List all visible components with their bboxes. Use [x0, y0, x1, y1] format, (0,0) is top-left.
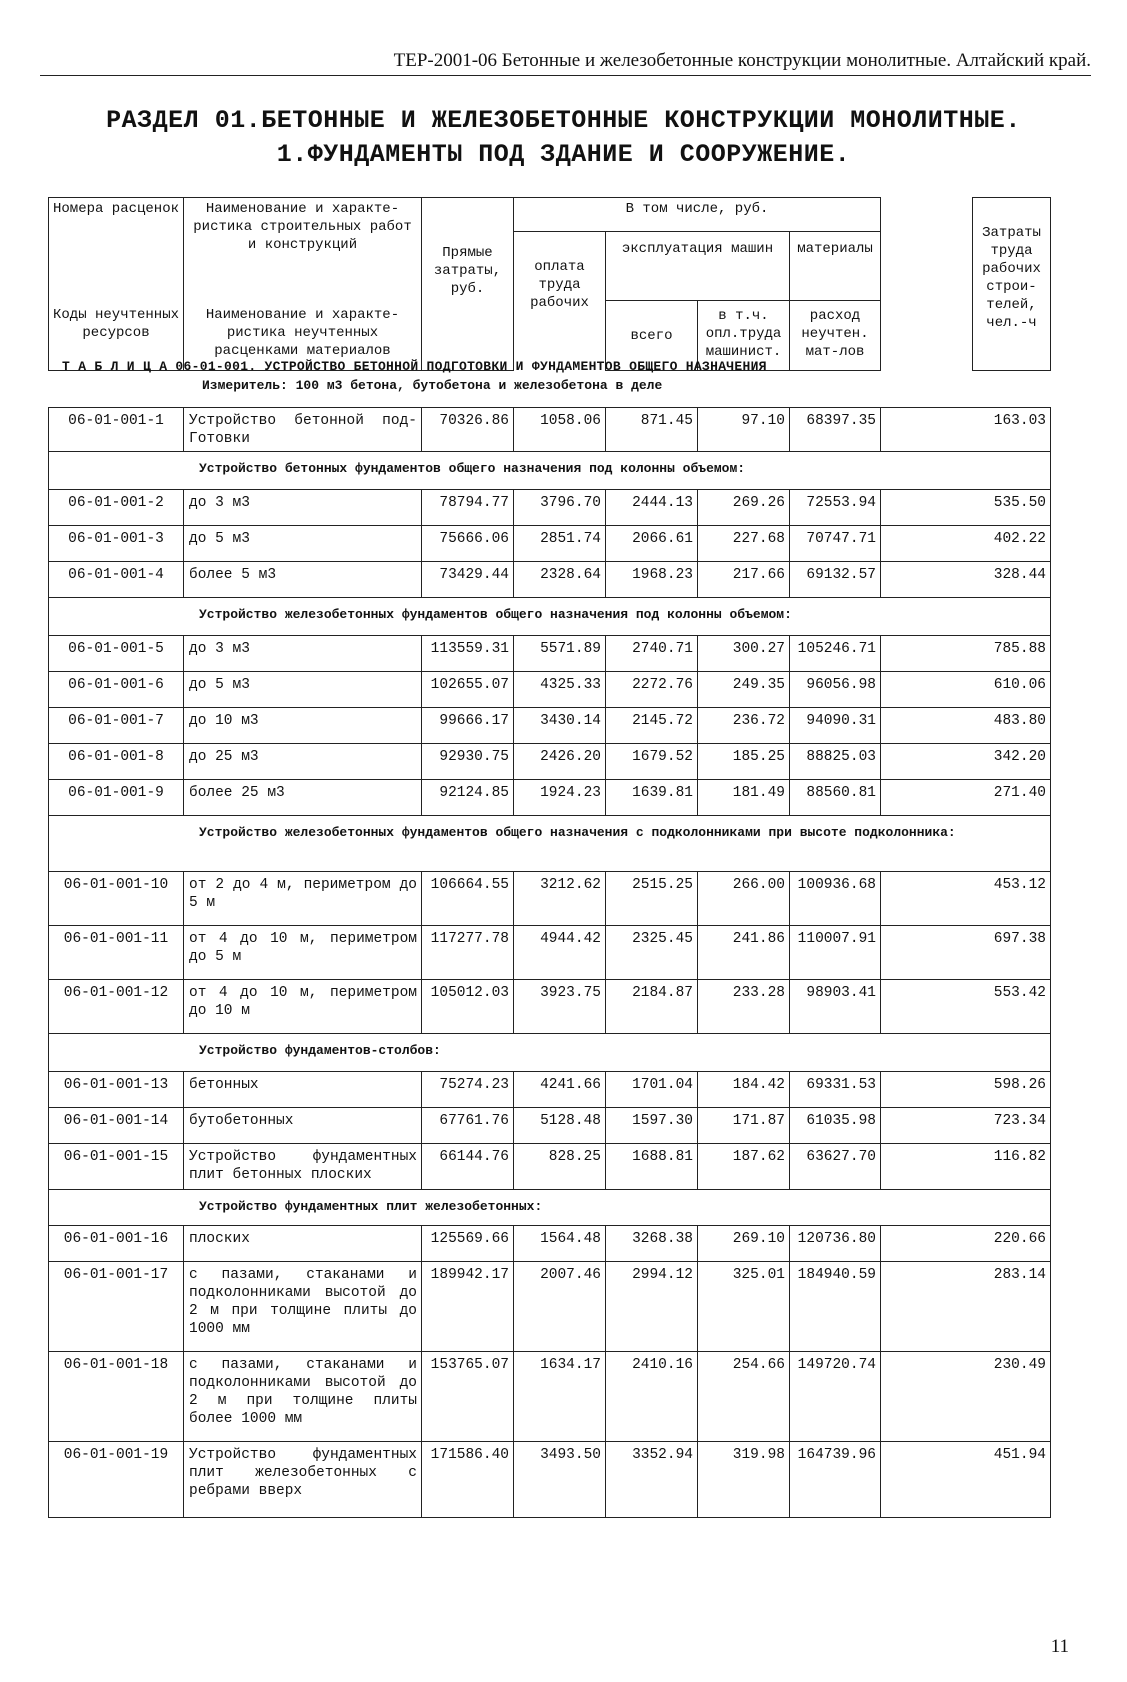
worker-pay-cell: 3212.62	[514, 872, 606, 926]
labor-costs-cell: 697.38	[881, 926, 1051, 980]
worker-pay-cell: 5571.89	[514, 636, 606, 672]
work-name-cell: от 4 до 10 м, периметром до 10 м	[184, 980, 422, 1034]
header-direct-costs: Прямые затраты, руб.	[422, 198, 514, 301]
work-name-cell: с пазами, стаканами и подколонниками высотой до 2 м при толщине плиты до 1000 мм	[184, 1262, 422, 1352]
machine-operator-pay-cell: 227.68	[698, 526, 790, 562]
worker-pay-cell: 2007.46	[514, 1262, 606, 1352]
rate-code-cell: 06-01-001-8	[49, 744, 184, 780]
materials-cost-cell: 164739.96	[790, 1442, 881, 1518]
machine-operator-pay-cell: 185.25	[698, 744, 790, 780]
work-name-cell: плоских	[184, 1226, 422, 1262]
machine-total-cell: 2066.61	[606, 526, 698, 562]
labor-costs-cell: 402.22	[881, 526, 1051, 562]
work-name-cell: до 5 м3	[184, 672, 422, 708]
rate-code-cell: 06-01-001-9	[49, 780, 184, 816]
machine-total-cell: 2410.16	[606, 1352, 698, 1442]
materials-cost-cell: 88825.03	[790, 744, 881, 780]
page-number: 11	[1050, 1636, 1069, 1657]
rate-code-cell: 06-01-001-15	[49, 1144, 184, 1190]
machine-total-cell: 3268.38	[606, 1226, 698, 1262]
header-work-name: Наименование и характе- ристика строительных работ и конструкций	[184, 198, 422, 301]
work-name-cell: более 5 м3	[184, 562, 422, 598]
materials-cost-cell: 100936.68	[790, 872, 881, 926]
work-name-cell: до 25 м3	[184, 744, 422, 780]
worker-pay-cell: 1058.06	[514, 408, 606, 452]
table-row	[49, 780, 1051, 816]
labor-costs-cell: 598.26	[881, 1072, 1051, 1108]
labor-costs-cell: 271.40	[881, 780, 1051, 816]
labor-costs-cell: 328.44	[881, 562, 1051, 598]
rate-code-cell: 06-01-001-16	[49, 1226, 184, 1262]
materials-cost-cell: 69331.53	[790, 1072, 881, 1108]
direct-costs-cell: 66144.76	[422, 1144, 514, 1190]
table-row	[49, 1442, 1051, 1518]
work-name-cell: до 10 м3	[184, 708, 422, 744]
labor-costs-cell: 163.03	[881, 408, 1051, 452]
work-name-cell: бетонных	[184, 1072, 422, 1108]
machine-operator-pay-cell: 236.72	[698, 708, 790, 744]
materials-cost-cell: 69132.57	[790, 562, 881, 598]
direct-costs-cell: 92930.75	[422, 744, 514, 780]
rate-code-cell: 06-01-001-19	[49, 1442, 184, 1518]
table-row	[49, 1108, 1051, 1144]
direct-costs-cell: 78794.77	[422, 490, 514, 526]
materials-cost-cell: 68397.35	[790, 408, 881, 452]
rate-code-cell: 06-01-001-1	[49, 408, 184, 452]
header-including: В том числе, руб.	[514, 198, 881, 232]
machine-operator-pay-cell: 325.01	[698, 1262, 790, 1352]
direct-costs-cell: 105012.03	[422, 980, 514, 1034]
materials-cost-cell: 184940.59	[790, 1262, 881, 1352]
group-header-text: Устройство бетонных фундаментов общего назначения под колонны объемом:	[49, 452, 1051, 490]
rates-table	[48, 407, 1051, 1518]
table-row	[49, 872, 1051, 926]
machine-total-cell: 2145.72	[606, 708, 698, 744]
group-header-text: Устройство фундаментов-столбов:	[49, 1034, 1051, 1072]
work-name-cell: Устройство бетонной под- Готовки	[184, 408, 422, 452]
rate-code-cell: 06-01-001-6	[49, 672, 184, 708]
group-header-text: Устройство железобетонных фундаментов общего назначения с подколонниками при высоте подколонника:	[49, 816, 1051, 872]
table-row	[49, 1352, 1051, 1442]
labor-costs-cell: 116.82	[881, 1144, 1051, 1190]
machine-operator-pay-cell: 319.98	[698, 1442, 790, 1518]
labor-costs-cell: 610.06	[881, 672, 1051, 708]
group-header-row	[49, 598, 1051, 636]
table-row	[49, 1144, 1051, 1190]
materials-cost-cell: 110007.91	[790, 926, 881, 980]
group-header-text: Устройство фундаментных плит железобетонных:	[49, 1190, 1051, 1226]
header-labor-costs: Затраты труда рабочих строи- телей, чел.-ч	[973, 198, 1051, 371]
direct-costs-cell: 153765.07	[422, 1352, 514, 1442]
machine-operator-pay-cell: 269.10	[698, 1226, 790, 1262]
machine-total-cell: 2740.71	[606, 636, 698, 672]
group-header-row	[49, 1190, 1051, 1226]
header-material-name: Наименование и характе- ристика неучтенных расценками материалов	[184, 300, 422, 370]
work-name-cell: до 5 м3	[184, 526, 422, 562]
direct-costs-cell: 125569.66	[422, 1226, 514, 1262]
direct-costs-cell: 113559.31	[422, 636, 514, 672]
work-name-cell: более 25 м3	[184, 780, 422, 816]
machine-total-cell: 1688.81	[606, 1144, 698, 1190]
materials-cost-cell: 94090.31	[790, 708, 881, 744]
rate-code-cell: 06-01-001-7	[49, 708, 184, 744]
materials-cost-cell: 98903.41	[790, 980, 881, 1034]
rate-code-cell: 06-01-001-13	[49, 1072, 184, 1108]
machine-total-cell: 2994.12	[606, 1262, 698, 1352]
labor-costs-cell: 723.34	[881, 1108, 1051, 1144]
table-caption-title: Т А Б Л И Ц А 06-01-001. УСТРОЙСТВО БЕТОННОЙ ПОДГОТОВКИ И ФУНДАМЕНТОВ ОБЩЕГО НАЗНАЧЕНИЯ	[62, 359, 767, 374]
machine-total-cell: 1597.30	[606, 1108, 698, 1144]
table-row	[49, 562, 1051, 598]
machine-total-cell: 1701.04	[606, 1072, 698, 1108]
materials-cost-cell: 105246.71	[790, 636, 881, 672]
running-header: ТЕР-2001-06 Бетонные и железобетонные конструкции монолитные. Алтайский край.	[40, 50, 1091, 76]
work-name-cell: от 2 до 4 м, периметром до 5 м	[184, 872, 422, 926]
worker-pay-cell: 1634.17	[514, 1352, 606, 1442]
header-resource-codes: Коды неучтенных ресурсов	[49, 300, 184, 370]
labor-costs-cell: 785.88	[881, 636, 1051, 672]
machine-total-cell: 2444.13	[606, 490, 698, 526]
materials-cost-cell: 120736.80	[790, 1226, 881, 1262]
group-header-row	[49, 816, 1051, 872]
worker-pay-cell: 828.25	[514, 1144, 606, 1190]
work-name-cell: бутобетонных	[184, 1108, 422, 1144]
direct-costs-cell: 189942.17	[422, 1262, 514, 1352]
work-name-cell: от 4 до 10 м, периметром до 5 м	[184, 926, 422, 980]
header-worker-pay: оплата труда рабочих	[514, 232, 606, 371]
machine-operator-pay-cell: 241.86	[698, 926, 790, 980]
worker-pay-cell: 3796.70	[514, 490, 606, 526]
worker-pay-cell: 2426.20	[514, 744, 606, 780]
machine-total-cell: 2325.45	[606, 926, 698, 980]
rate-code-cell: 06-01-001-2	[49, 490, 184, 526]
table-caption-measure: Измеритель: 100 м3 бетона, бутобетона и железобетона в деле	[202, 378, 663, 393]
direct-costs-cell: 73429.44	[422, 562, 514, 598]
labor-costs-cell: 535.50	[881, 490, 1051, 526]
machine-total-cell: 1639.81	[606, 780, 698, 816]
materials-cost-cell: 72553.94	[790, 490, 881, 526]
table-row	[49, 636, 1051, 672]
machine-operator-pay-cell: 266.00	[698, 872, 790, 926]
machine-operator-pay-cell: 254.66	[698, 1352, 790, 1442]
direct-costs-cell: 92124.85	[422, 780, 514, 816]
worker-pay-cell: 4944.42	[514, 926, 606, 980]
direct-costs-cell: 67761.76	[422, 1108, 514, 1144]
rate-code-cell: 06-01-001-14	[49, 1108, 184, 1144]
direct-costs-cell: 99666.17	[422, 708, 514, 744]
header-material-consumption: расход неучтен. мат-лов	[790, 300, 881, 370]
direct-costs-cell: 75274.23	[422, 1072, 514, 1108]
materials-cost-cell: 63627.70	[790, 1144, 881, 1190]
direct-costs-cell: 171586.40	[422, 1442, 514, 1518]
labor-costs-cell: 553.42	[881, 980, 1051, 1034]
header-incl-operator-pay: в т.ч. опл.труда машинист.	[698, 300, 790, 370]
table-row	[49, 1226, 1051, 1262]
table-row	[49, 744, 1051, 780]
machine-operator-pay-cell: 269.26	[698, 490, 790, 526]
labor-costs-cell: 451.94	[881, 1442, 1051, 1518]
rate-code-cell: 06-01-001-5	[49, 636, 184, 672]
worker-pay-cell: 3493.50	[514, 1442, 606, 1518]
table-row	[49, 980, 1051, 1034]
worker-pay-cell: 2328.64	[514, 562, 606, 598]
labor-costs-cell: 230.49	[881, 1352, 1051, 1442]
direct-costs-cell: 106664.55	[422, 872, 514, 926]
labor-costs-cell: 453.12	[881, 872, 1051, 926]
work-name-cell: до 3 м3	[184, 636, 422, 672]
machine-total-cell: 2515.25	[606, 872, 698, 926]
machine-operator-pay-cell: 181.49	[698, 780, 790, 816]
column-header-table	[48, 197, 1051, 371]
section-title-line-2: 1.ФУНДАМЕНТЫ ПОД ЗДАНИЕ И СООРУЖЕНИЕ.	[276, 140, 851, 169]
machine-operator-pay-cell: 233.28	[698, 980, 790, 1034]
worker-pay-cell: 4325.33	[514, 672, 606, 708]
machine-total-cell: 3352.94	[606, 1442, 698, 1518]
materials-cost-cell: 149720.74	[790, 1352, 881, 1442]
rate-code-cell: 06-01-001-11	[49, 926, 184, 980]
header-materials: материалы	[790, 232, 881, 301]
machine-operator-pay-cell: 171.87	[698, 1108, 790, 1144]
worker-pay-cell: 2851.74	[514, 526, 606, 562]
machine-operator-pay-cell: 184.42	[698, 1072, 790, 1108]
materials-cost-cell: 70747.71	[790, 526, 881, 562]
table-row	[49, 672, 1051, 708]
worker-pay-cell: 1564.48	[514, 1226, 606, 1262]
materials-cost-cell: 96056.98	[790, 672, 881, 708]
table-row	[49, 708, 1051, 744]
direct-costs-cell: 117277.78	[422, 926, 514, 980]
rate-code-cell: 06-01-001-18	[49, 1352, 184, 1442]
worker-pay-cell: 5128.48	[514, 1108, 606, 1144]
machine-operator-pay-cell: 217.66	[698, 562, 790, 598]
machine-operator-pay-cell: 97.10	[698, 408, 790, 452]
labor-costs-cell: 483.80	[881, 708, 1051, 744]
work-name-cell: Устройство фундаментных плит железобетонных с ребрами вверх	[184, 1442, 422, 1518]
materials-cost-cell: 61035.98	[790, 1108, 881, 1144]
header-rate-numbers: Номера расценок	[49, 198, 184, 301]
machine-operator-pay-cell: 187.62	[698, 1144, 790, 1190]
table-row	[49, 490, 1051, 526]
direct-costs-cell: 70326.86	[422, 408, 514, 452]
machine-total-cell: 1968.23	[606, 562, 698, 598]
work-name-cell: с пазами, стаканами и подколонниками высотой до 2 м при толщине плиты более 1000 мм	[184, 1352, 422, 1442]
materials-cost-cell: 88560.81	[790, 780, 881, 816]
machine-total-cell: 2184.87	[606, 980, 698, 1034]
labor-costs-cell: 342.20	[881, 744, 1051, 780]
group-header-row	[49, 1034, 1051, 1072]
machine-total-cell: 2272.76	[606, 672, 698, 708]
rate-code-cell: 06-01-001-4	[49, 562, 184, 598]
table-row	[49, 526, 1051, 562]
worker-pay-cell: 3430.14	[514, 708, 606, 744]
labor-costs-cell: 283.14	[881, 1262, 1051, 1352]
labor-costs-cell: 220.66	[881, 1226, 1051, 1262]
worker-pay-cell: 4241.66	[514, 1072, 606, 1108]
header-total: всего	[606, 300, 698, 370]
section-title	[0, 104, 1127, 172]
work-name-cell: Устройство фундаментных плит бетонных плоских	[184, 1144, 422, 1190]
table-caption	[62, 357, 1052, 395]
direct-costs-cell: 75666.06	[422, 526, 514, 562]
work-name-cell: до 3 м3	[184, 490, 422, 526]
rate-code-cell: 06-01-001-17	[49, 1262, 184, 1352]
table-row	[49, 1072, 1051, 1108]
worker-pay-cell: 3923.75	[514, 980, 606, 1034]
rate-code-cell: 06-01-001-10	[49, 872, 184, 926]
table-row	[49, 408, 1051, 452]
table-row	[49, 926, 1051, 980]
rate-code-cell: 06-01-001-3	[49, 526, 184, 562]
machine-total-cell: 871.45	[606, 408, 698, 452]
table-row	[49, 1262, 1051, 1352]
machine-operator-pay-cell: 249.35	[698, 672, 790, 708]
rate-code-cell: 06-01-001-12	[49, 980, 184, 1034]
machine-total-cell: 1679.52	[606, 744, 698, 780]
direct-costs-cell: 102655.07	[422, 672, 514, 708]
section-title-line-1: РАЗДЕЛ 01.БЕТОННЫЕ И ЖЕЛЕЗОБЕТОННЫЕ КОНСТРУКЦИИ МОНОЛИТНЫЕ.	[106, 106, 1021, 135]
worker-pay-cell: 1924.23	[514, 780, 606, 816]
header-machine-operation: эксплуатация машин	[606, 232, 790, 301]
group-header-row	[49, 452, 1051, 490]
machine-operator-pay-cell: 300.27	[698, 636, 790, 672]
group-header-text: Устройство железобетонных фундаментов общего назначения под колонны объемом:	[49, 598, 1051, 636]
